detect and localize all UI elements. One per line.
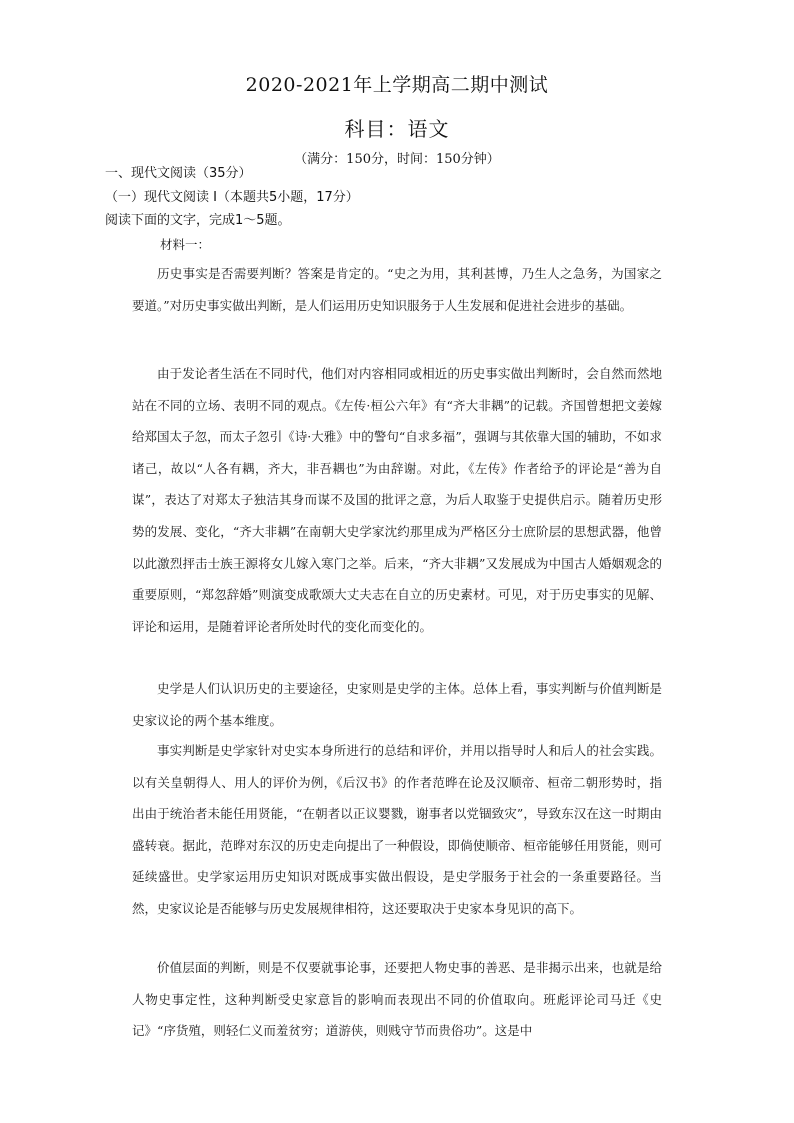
exam-subject: 科目：语文 [344,117,450,141]
exam-title: 2020-2021年上学期高二期中测试 [245,74,549,96]
paragraph-text: 史学是人们认识历史的主要途径，史家则是史学的主体。总体上看，事实判断与价值判断是史家议论的两个基本维度。 [132,681,662,728]
sub-section-heading: （一）现代文阅读 I（本题共5小题，17分） [105,190,359,205]
material-label: 材料一： [160,237,211,252]
reading-instruction: 阅读下面的文字，完成1～5题。 [105,213,291,228]
paragraph-2 [132,358,662,642]
paragraph-5 [132,952,662,1047]
paragraph-text: 历史事实是否需要判断？答案是肯定的。“史之为用，其利甚博，乃生人之急务，为国家之要道。”对历史事实做出判断，是人们运用历史知识服务于人生发展和促进社会进步的基础。 [132,266,662,313]
paragraph-3 [132,673,662,736]
paragraph-4 [132,735,662,925]
paragraph-1 [132,258,662,321]
exam-info: （满分：150分，时间：150分钟） [294,152,500,167]
paragraph-text: 由于发论者生活在不同时代，他们对内容相同或相近的历史事实做出判断时，会自然而然地站在不同的立场、表明不同的观点。《左传·桓公六年》有“齐大非耦”的记载。齐国曾想把文姜嫁给郑国太子忽，而太子忽引《诗·大雅》中的警句“自求多福”，强调与其依靠大国的辅助，不如求诸己，故以“人各有耦，齐大，非吾耦也”为由辞谢。对此，《左传》作者给予的评论是“善为自谋”，表达了对郑太子独洁其身而谋不及国的批评之意，为后人取鉴于史提供启示。随着历史形势的发展、变化，“齐大非耦”在南朝大史学家沈约那里成为严格区分士庶阶层的思想武器，他曾以此激烈抨击士族王源将女儿嫁入寒门之举。后来，“齐大非耦”又发展成为中国古人婚姻观念的重要原则，“郑忽辞婚”则演变成歌颂大丈夫志在自立的历史素材。可见，对于历史事实的见解、评论和运用，是随着评论者所处时代的变化而变化的。 [132,366,662,634]
paragraph-text: 事实判断是史学家针对史实本身所进行的总结和评价，并用以指导时人和后人的社会实践。以有关皇朝得人、用人的评价为例，《后汉书》的作者范晔在论及汉顺帝、桓帝二朝形势时，指出由于统治者未能任用贤能，“在朝者以正议婴戮，谢事者以党锢致灾”，导致东汉在这一时期由盛转衰。据此，范晔对东汉的历史走向提出了一种假设，即倘使顺帝、桓帝能够任用贤能，则可延续盛世。史学家运用历史知识对既成事实做出假设，是史学服务于社会的一条重要路径。当然，史家议论是否能够与历史发展规律相符，这还要取决于史家本身见识的高下。 [132,743,662,916]
section-heading: 一、现代文阅读（35分） [105,166,252,181]
paragraph-text: 价值层面的判断，则是不仅要就事论事，还要把人物史事的善恶、是非揭示出来，也就是给人物史事定性，这种判断受史家意旨的影响而表现出不同的价值取向。班彪评论司马迁《史记》“序货殖，则轻仁义而羞贫穷；道游侠，则贱守节而贵俗功”。这是中 [132,960,662,1039]
